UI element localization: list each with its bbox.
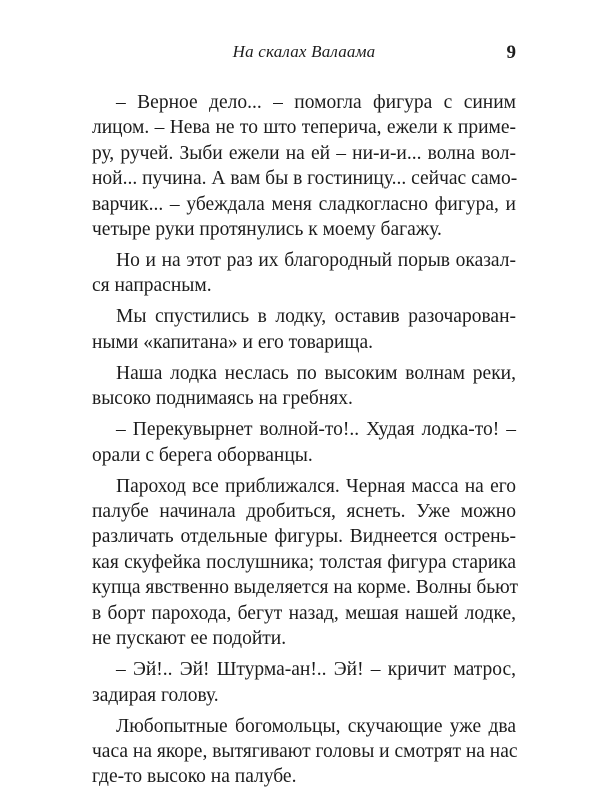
paragraph bbox=[92, 714, 516, 790]
text-line: где-то высоко на палубе. bbox=[92, 766, 297, 788]
text-line: Пароход все приближался. Черная масса на его bbox=[116, 475, 516, 497]
text-line: – Верное дело... – помогла фигура с синим bbox=[116, 92, 516, 113]
paragraph bbox=[92, 474, 519, 652]
paragraph bbox=[92, 417, 516, 468]
text-line: ру, ручей. Зыби ежели на ей – ни-и-и... волна вол- bbox=[92, 142, 516, 164]
paragraph bbox=[92, 90, 516, 242]
running-title: На скалах Валаама bbox=[232, 42, 376, 61]
text-line: различать отдельные фигуры. Виднеется острень- bbox=[92, 526, 516, 548]
text-line: ся напрасным. bbox=[92, 275, 212, 297]
paragraph bbox=[92, 657, 516, 708]
text-line: варчик... – убеждала меня сладкогласно фигура, и bbox=[92, 193, 516, 215]
text-line: палубе начинала дробиться, яснеть. Уже можно bbox=[92, 501, 516, 523]
text-line: ными «капитана» и его товарища. bbox=[92, 331, 373, 353]
text-line: Мы спустились в лодку, оставив разочарован- bbox=[116, 306, 516, 328]
text-line: четыре руки протянулись к моему багажу. bbox=[92, 219, 442, 241]
text-line: задирая голову. bbox=[92, 684, 219, 706]
paragraph bbox=[92, 361, 516, 412]
text-line: Но и на этот раз их благородный порыв оказал- bbox=[116, 250, 516, 272]
text-line: купца явственно выделяется на корме. Волны бьют bbox=[92, 577, 519, 599]
text-line: – Эй!.. Эй! Штурма-ан!.. Эй! – кричит матрос, bbox=[116, 659, 516, 681]
text-line: лицом. – Нева не то што теперича, ежели к приме- bbox=[92, 117, 516, 139]
page-number: 9 bbox=[506, 42, 516, 63]
text-line: не пускают ее подойти. bbox=[92, 628, 287, 650]
running-head bbox=[92, 42, 516, 66]
body-text bbox=[92, 90, 519, 795]
text-line: Любопытные богомольцы, скучающие уже два bbox=[116, 715, 516, 737]
text-line: в борт парохода, бегут назад, мешая нашей лодке, bbox=[92, 602, 516, 624]
text-line: высоко поднимаясь на гребнях. bbox=[92, 388, 353, 410]
text-line: орали с берега оборванцы. bbox=[92, 444, 313, 466]
text-line: часа на якоре, вытягивают головы и смотрят на нас bbox=[92, 740, 518, 762]
paragraph bbox=[92, 304, 516, 355]
paragraph bbox=[92, 248, 516, 299]
text-line: кая скуфейка послушника; толстая фигура старика bbox=[92, 551, 516, 573]
text-line: Наша лодка неслась по высоким волнам реки, bbox=[116, 362, 516, 384]
text-line: – Перекувырнет волной-то!.. Худая лодка-то! – bbox=[116, 419, 516, 441]
text-line: ной... пучина. А вам бы в гостиницу... сейчас само- bbox=[92, 168, 518, 190]
